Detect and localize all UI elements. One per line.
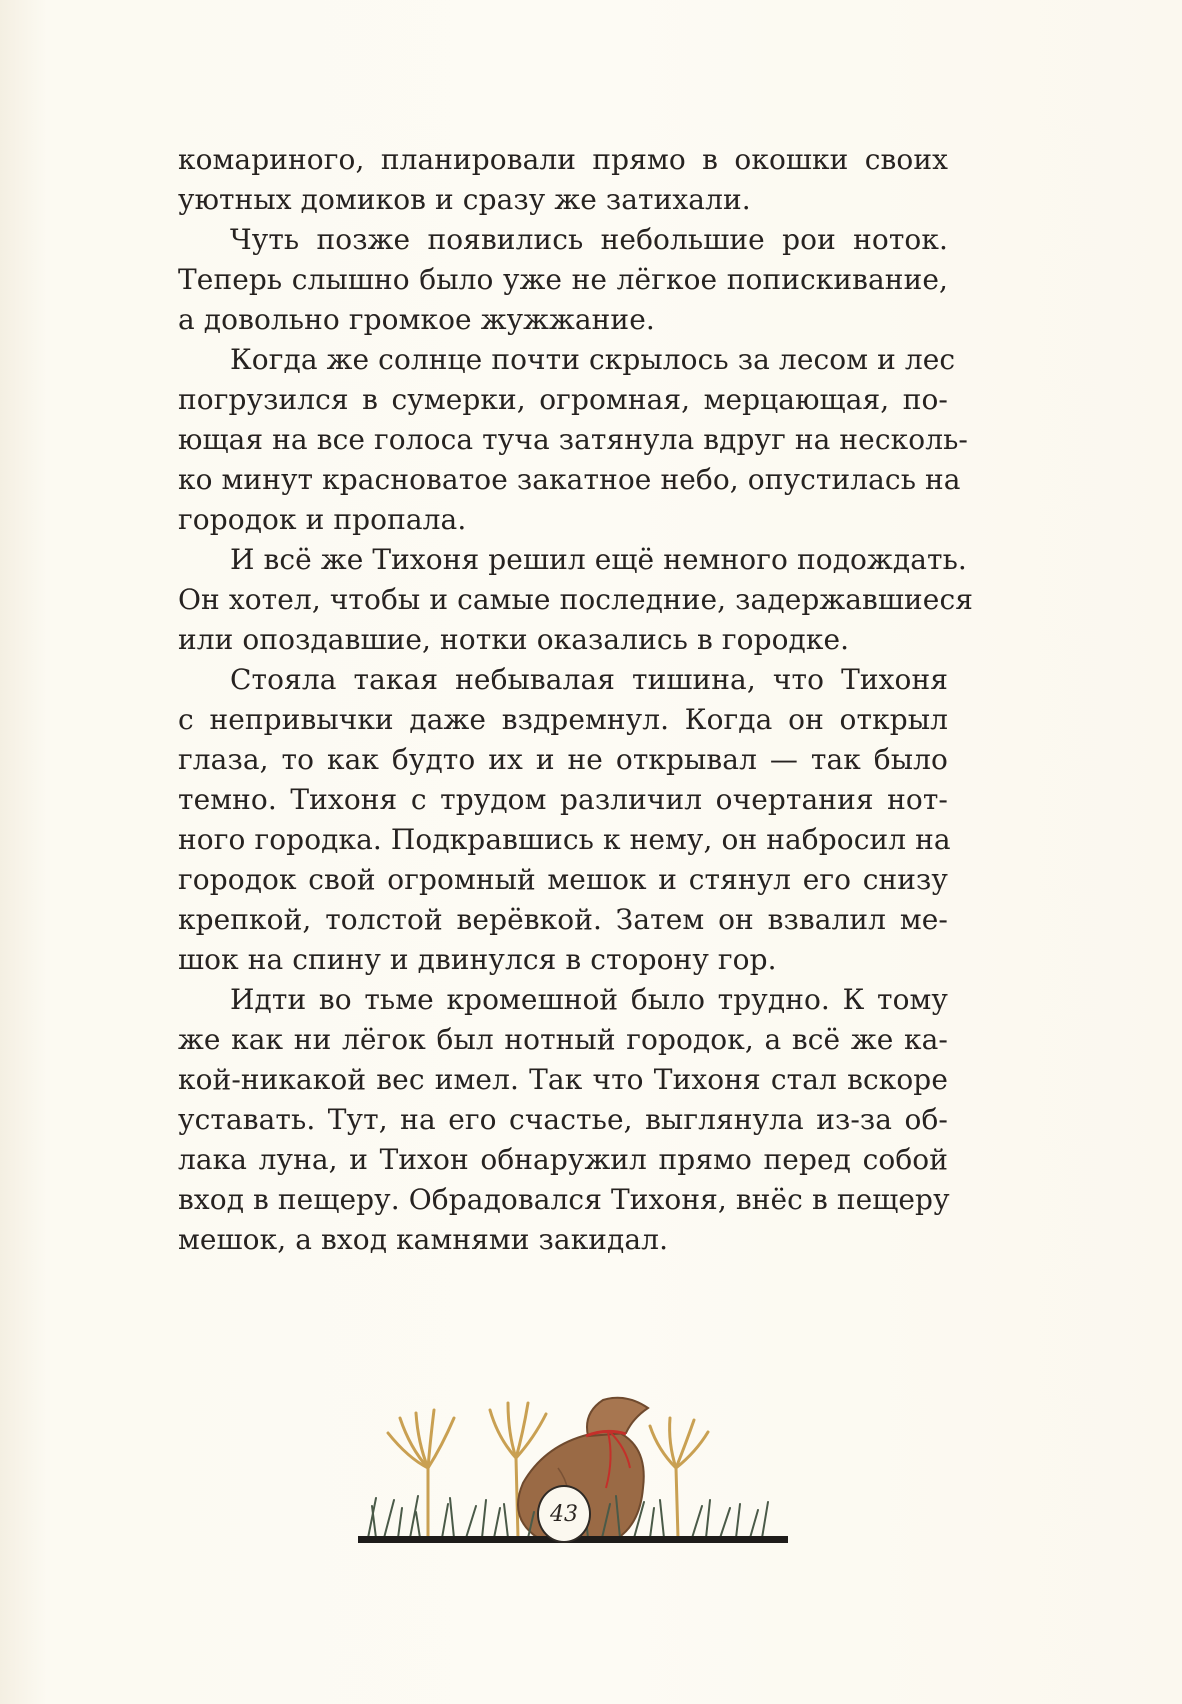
text-line: с непривычки даже вздремнул. Когда он открыл bbox=[178, 703, 948, 736]
page-number: 43 bbox=[537, 1485, 591, 1543]
text-line: шок на спину и двинулся в сторону гор. bbox=[178, 943, 777, 976]
text-line: глаза, то как будто их и не открывал — так было bbox=[178, 743, 948, 776]
text-line: лака луна, и Тихон обнаружил прямо перед собой bbox=[178, 1143, 948, 1176]
text-line: городок свой огромный мешок и стянул его снизу bbox=[178, 863, 948, 896]
text-line: Когда же солнце почти скрылось за лесом и лес bbox=[230, 343, 956, 376]
text-line: Он хотел, чтобы и самые последние, задержавшиеся bbox=[178, 583, 974, 616]
dill-stems-right bbox=[650, 1418, 708, 1538]
text-line: Чуть позже появились небольшие рои ноток. bbox=[230, 223, 948, 256]
text-line: а довольно громкое жужжание. bbox=[178, 303, 655, 336]
text-line: кой-никакой вес имел. Так что Тихоня стал вскоре bbox=[178, 1063, 948, 1096]
text-line: уставать. Тут, на его счастье, выглянула из-за об- bbox=[178, 1103, 948, 1136]
text-line: ющая на все голоса туча затянула вдруг на несколь- bbox=[178, 423, 968, 456]
text-line: Теперь слышно было уже не лёгкое попискивание, bbox=[178, 263, 948, 296]
text-line: ко минут красноватое закатное небо, опустилась на bbox=[178, 463, 961, 496]
text-line: комариного, планировали прямо в окошки своих bbox=[178, 143, 948, 176]
text-line: темно. Тихоня с трудом различил очертания нот- bbox=[178, 783, 948, 816]
text-line: же как ни лёгок был нотный городок, а всё же ка- bbox=[178, 1023, 948, 1056]
text-line: погрузился в сумерки, огромная, мерцающая, по- bbox=[178, 383, 948, 416]
text-line: Стояла такая небывалая тишина, что Тихоня bbox=[230, 663, 948, 696]
text-line: мешок, а вход камнями закидал. bbox=[178, 1223, 669, 1256]
text-line: И всё же Тихоня решил ещё немного подождать. bbox=[230, 543, 967, 576]
text-line: или опоздавшие, нотки оказались в городке. bbox=[178, 623, 850, 656]
text-line: городок и пропала. bbox=[178, 503, 467, 536]
text-line: Идти во тьме кромешной было трудно. К тому bbox=[230, 983, 948, 1016]
text-line: ного городка. Подкравшись к нему, он набросил на bbox=[178, 823, 951, 856]
body-text bbox=[178, 140, 974, 1260]
text-line: вход в пещеру. Обрадовался Тихоня, внёс в пещеру bbox=[178, 1183, 950, 1216]
text-line: крепкой, толстой верёвкой. Затем он взвалил ме- bbox=[178, 903, 948, 936]
text-line: уютных домиков и сразу же затихали. bbox=[178, 183, 751, 216]
